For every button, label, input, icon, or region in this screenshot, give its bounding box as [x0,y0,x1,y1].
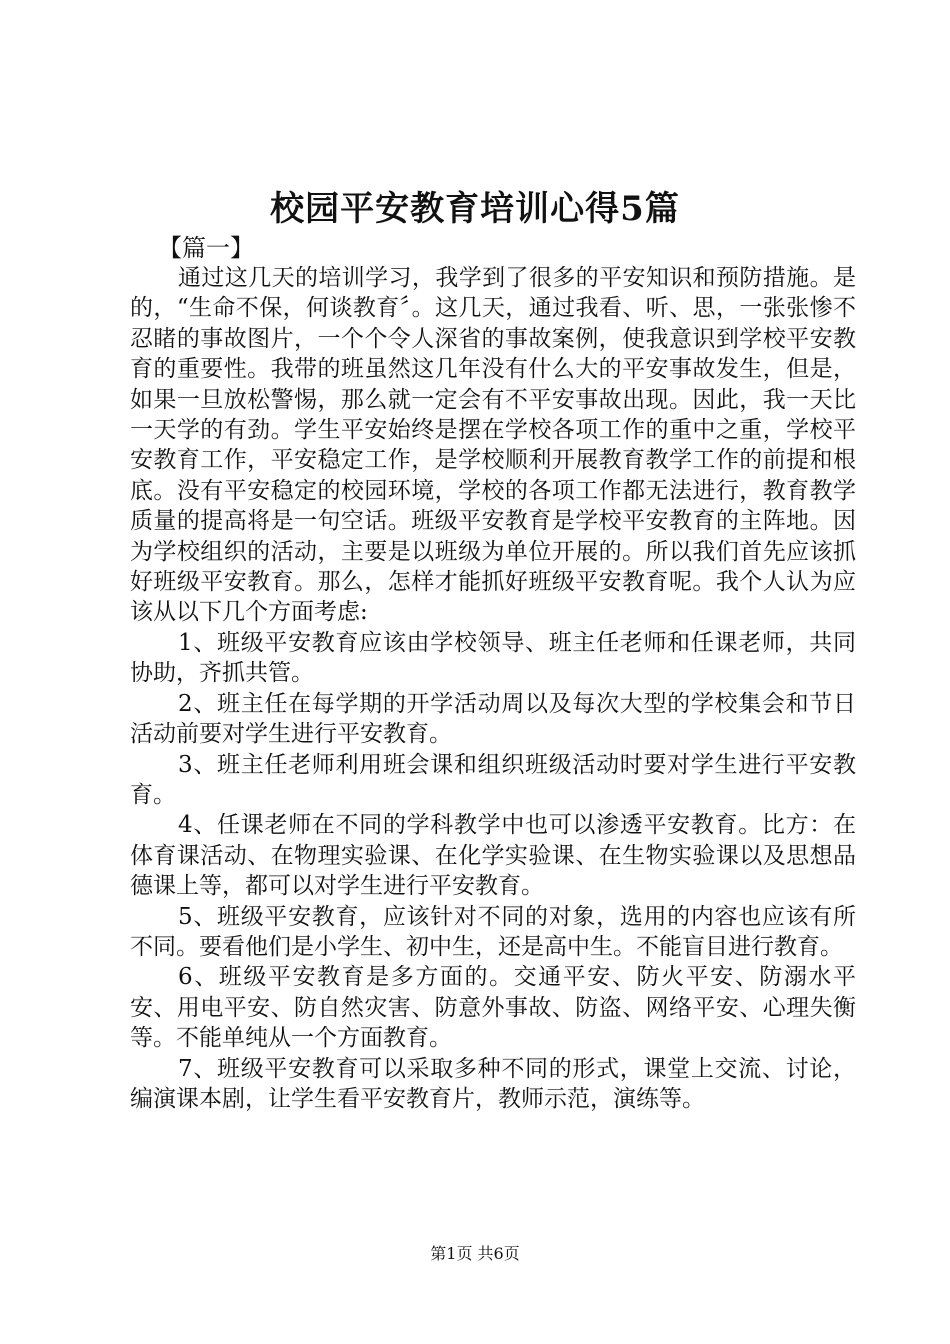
paragraph-intro: 通过这几天的培训学习，我学到了很多的平安知识和预防措施。是的，“生命不保，何谈教育〞。这几天，通过我看、听、思，一张张惨不忍睹的事故图片，一个个令人深省的事故案例，使我意识到学校平安教育的重要性。我带的班虽然这几年没有什么大的平安事故发生，但是，如果一旦放松警惕，那么就一定会有不平安事故出现。因此，我一天比一天学的有劲。学生平安始终是摆在学校各项工作的重中之重，学校平安教育工作，平安稳定工作，是学校顺利开展教育教学工作的前提和根底。没有平安稳定的校园环境，学校的各项工作都无法进行，教育教学质量的提高将是一句空话。班级平安教育是学校平安教育的主阵地。因为学校组织的活动，主要是以班级为单位开展的。所以我们首先应该抓好班级平安教育。那么，怎样才能抓好班级平安教育呢。我个人认为应该从以下几个方面考虑: [130,265,856,626]
section-heading: 【篇一】 [158,234,254,262]
paragraph-item-5: 5、班级平安教育，应该针对不同的对象，选用的内容也应该有所不同。要看他们是小学生、初中生，还是高中生。不能盲目进行教育。 [130,903,856,960]
paragraph-item-6: 6、班级平安教育是多方面的。交通平安、防火平安、防溺水平安、用电平安、防自然灾害、防意外事故、防盗、网络平安、心理失衡等。不能单纯从一个方面教育。 [130,964,856,1052]
paragraph-item-1: 1、班级平安教育应该由学校领导、班主任老师和任课老师，共同协助，齐抓共管。 [130,629,856,687]
document-body [130,233,856,1114]
document-title: 校园平安教育培训心得5篇 [270,189,680,229]
page-footer: 第1页 共6页 [430,1244,520,1263]
paragraph-item-3: 3、班主任老师利用班会课和组织班级活动时要对学生进行平安教育。 [130,751,856,808]
paragraph-item-7: 7、班级平安教育可以采取多种不同的形式，课堂上交流、讨论，编演课本剧，让学生看平安教育片，教师示范，演练等。 [130,1055,856,1112]
paragraph-item-2: 2、班主任在每学期的开学活动周以及每次大型的学校集会和节日活动前要对学生进行平安教育。 [130,690,856,748]
paragraph-item-4: 4、任课老师在不同的学科教学中也可以渗透平安教育。比方：在体育课活动、在物理实验课、在化学实验课、在生物实验课以及思想品德课上等，都可以对学生进行平安教育。 [130,812,856,900]
